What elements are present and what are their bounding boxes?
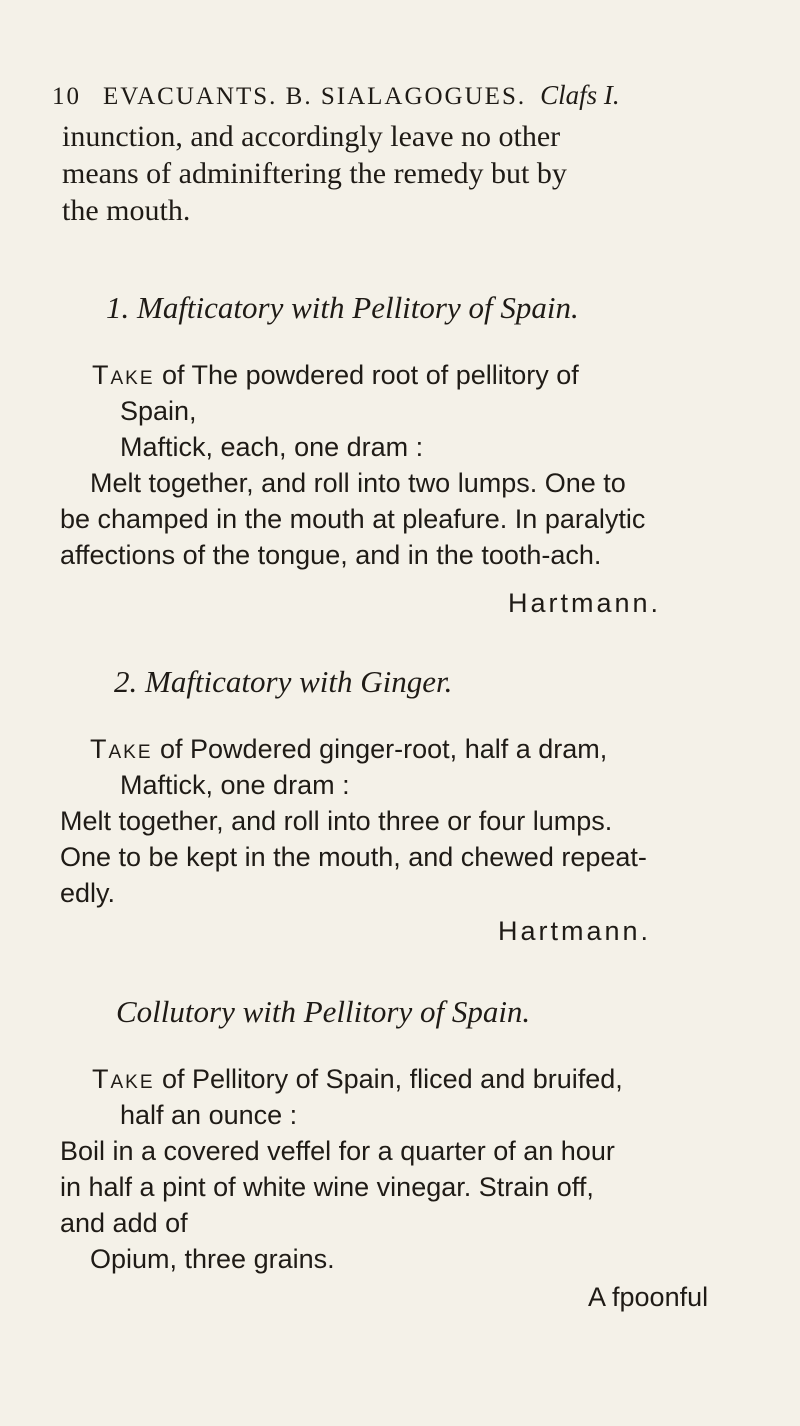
recipe-line: Opium, three grains. [90,1244,335,1274]
recipe-line: affections of the tongue, and in the tooth-ach. [60,540,602,570]
recipe-line: One to be kept in the mouth, and chewed repeat- [60,842,647,872]
recipe-line: half an ounce : [120,1100,298,1130]
intro-line: means of adminiftering the remedy but by [62,157,567,190]
take-word: Take [92,360,155,390]
recipe-line: edly. [60,878,116,908]
recipe-line: in half a pint of white wine vinegar. Strain off, [60,1172,594,1202]
intro-line: the mouth. [62,194,191,227]
catchword: A fpoonful [588,1282,709,1312]
recipe-line: Boil in a covered veffel for a quarter of an hour [60,1136,615,1166]
recipe-line: Maftick, each, one dram : [120,432,424,462]
page-number: 10 [52,83,81,110]
recipe-line: and add of [60,1208,188,1238]
running-header [52,80,620,111]
recipe-line: Melt together, and roll into two lumps. One to [90,468,626,498]
recipe-title: 2. Mafticatory with Ginger. [114,664,453,699]
recipe-line: Take of Powdered ginger-root, half a dram, [90,734,608,764]
recipe-line: be champed in the mouth at pleafure. In paralytic [60,504,646,534]
recipe-title: 1. Mafticatory with Pellitory of Spain. [106,290,579,325]
recipe-line: Melt together, and roll into three or four lumps. [60,806,613,836]
recipe-line: Maftick, one dram : [120,770,350,800]
running-title: EVACUANTS. B. SIALAGOGUES. [103,83,527,110]
recipe-line: Take of The powdered root of pellitory of [92,360,579,390]
recipe-author: Hartmann. [508,588,662,618]
intro-line: inunction, and accordingly leave no other [62,120,561,153]
recipe-line: Spain, [120,396,197,426]
recipe-line: Take of Pellitory of Spain, fliced and bruifed, [92,1064,623,1094]
class-label: Clafs I. [540,80,620,110]
recipe-author: Hartmann. [498,916,652,946]
take-word: Take [92,1064,155,1094]
take-word: Take [90,734,153,764]
recipe-title: Collutory with Pellitory of Spain. [116,994,531,1029]
